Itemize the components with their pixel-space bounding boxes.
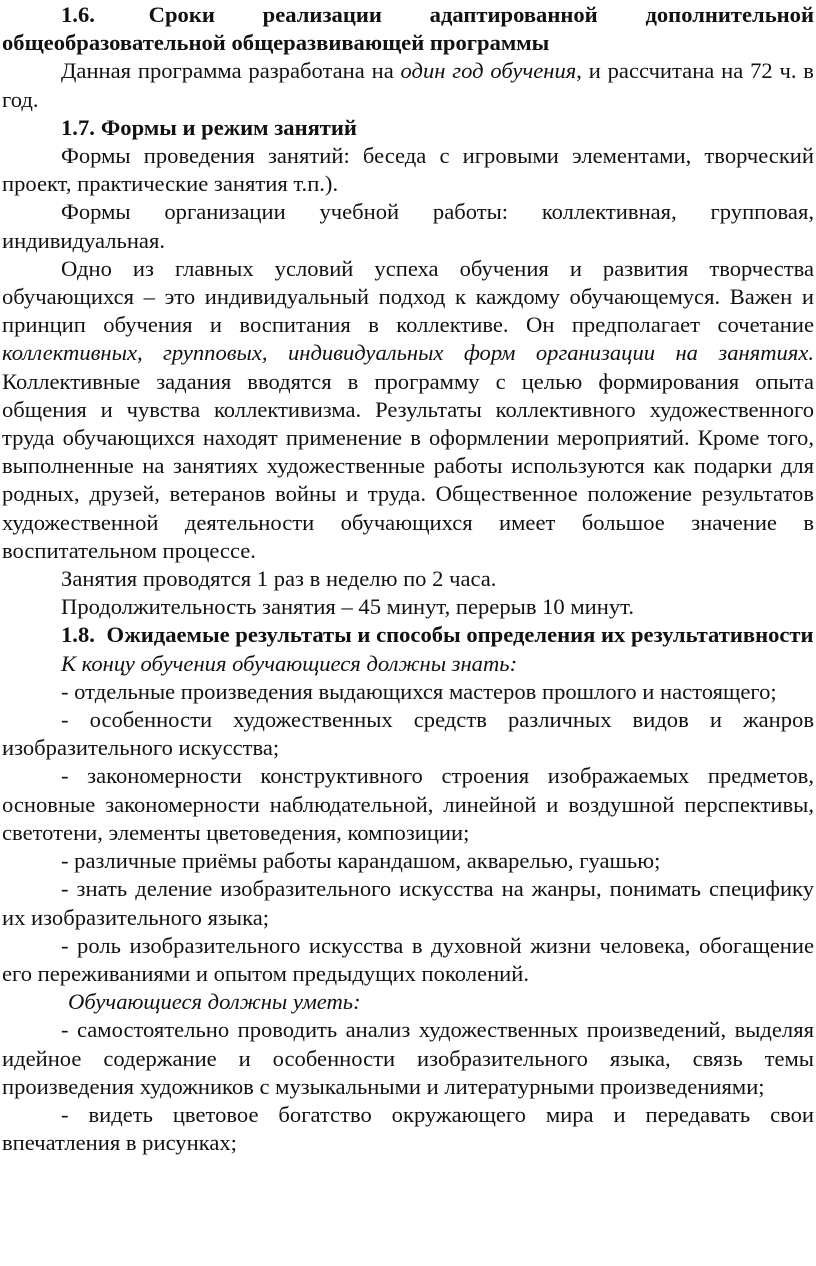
section-number: 1.8. [61, 622, 95, 648]
text-run: Одно из главных условий успеха обучения и развития творчества обучающихся – это индивидуальный подход к каждому обучающемуся. Важен и принцип обучения и воспитания в коллективе. Он предполагает сочетание [2, 255, 814, 338]
collective-paragraph [2, 255, 814, 565]
lesson-length-paragraph: Продолжительность занятия – 45 минут, перерыв 10 минут. [61, 594, 634, 620]
section-title: Ожидаемые результаты и способы определения их результативности [106, 622, 814, 648]
list-item: - роль изобразительного искусства в духовной жизни человека, обогащение его переживаниями и опытом предыдущих поколений. [2, 932, 814, 986]
list-item: - видеть цветовое богатство окружающего мира и передавать свои впечатления в рисунках; [2, 1101, 814, 1156]
schedule-paragraph: Занятия проводятся 1 раз в неделю по 2 часа. [61, 566, 497, 592]
section-number: 1.7. [61, 114, 95, 140]
section-1-7-heading [2, 114, 814, 142]
organization-paragraph: Формы организации учебной работы: коллективная, групповая, индивидуальная. [2, 199, 814, 253]
list-item: - отдельные произведения выдающихся мастеров прошлого и настоящего; [61, 678, 777, 704]
text-run: Коллективные задания вводятся в программу с целью формирования опыта общения и чувства коллективизма. Результаты коллективного художественного труда обучающихся находят применение в оформлении мероприятий. Кроме того, выполненные на занятиях художественные работы используются как подарки для родных, друзей, ветеранов войны и труда. Общественное положение результатов художественной деятельности обучающихся имеет большое значение в воспитательном процессе. [2, 368, 814, 563]
list-item: - особенности художественных средств различных видов и жанров изобразительного искусства; [2, 707, 814, 761]
section-title: Сроки реализации адаптированной дополнительной общеобразовательной общеразвивающей программы [2, 2, 814, 56]
text-run: , и рассчитана на 72 ч. в год. [2, 58, 814, 112]
list-item: - самостоятельно проводить анализ художественных произведений, выделяя идейное содержание и особенности изобразительного языка, связь темы произведения художников с музыкальными и литературными произведениями; [2, 1017, 814, 1099]
section-1-8-heading [2, 621, 814, 649]
know-heading: К концу обучения обучающиеся должны знать: [61, 650, 518, 676]
section-title: Формы и режим занятий [100, 114, 357, 140]
list-item: - различные приёмы работы карандашом, акварелью, гуашью; [61, 848, 661, 874]
list-item: - закономерности конструктивного строения изображаемых предметов, основные закономерности наблюдательной, линейной и воздушной перспективы, светотени, элементы цветоведения, композиции; [2, 763, 814, 845]
list-item: - знать деление изобразительного искусства на жанры, понимать специфику их изобразительного языка; [2, 876, 814, 930]
section-number: 1.6. [61, 2, 95, 27]
duration-paragraph [2, 57, 814, 113]
can-list [2, 1016, 814, 1157]
forms-paragraph: Формы проведения занятий: беседа с игровыми элементами, творческий проект, практические занятия т.п.). [2, 143, 814, 197]
italic-run: коллективных, групповых, индивидуальных форм организации на занятиях. [2, 340, 814, 366]
section-1-6-heading [2, 1, 814, 57]
text-run: Данная программа разработана на [61, 58, 401, 84]
know-list [2, 678, 814, 988]
italic-run: один год обучения [400, 58, 577, 84]
can-heading: Обучающиеся должны уметь: [68, 989, 361, 1015]
